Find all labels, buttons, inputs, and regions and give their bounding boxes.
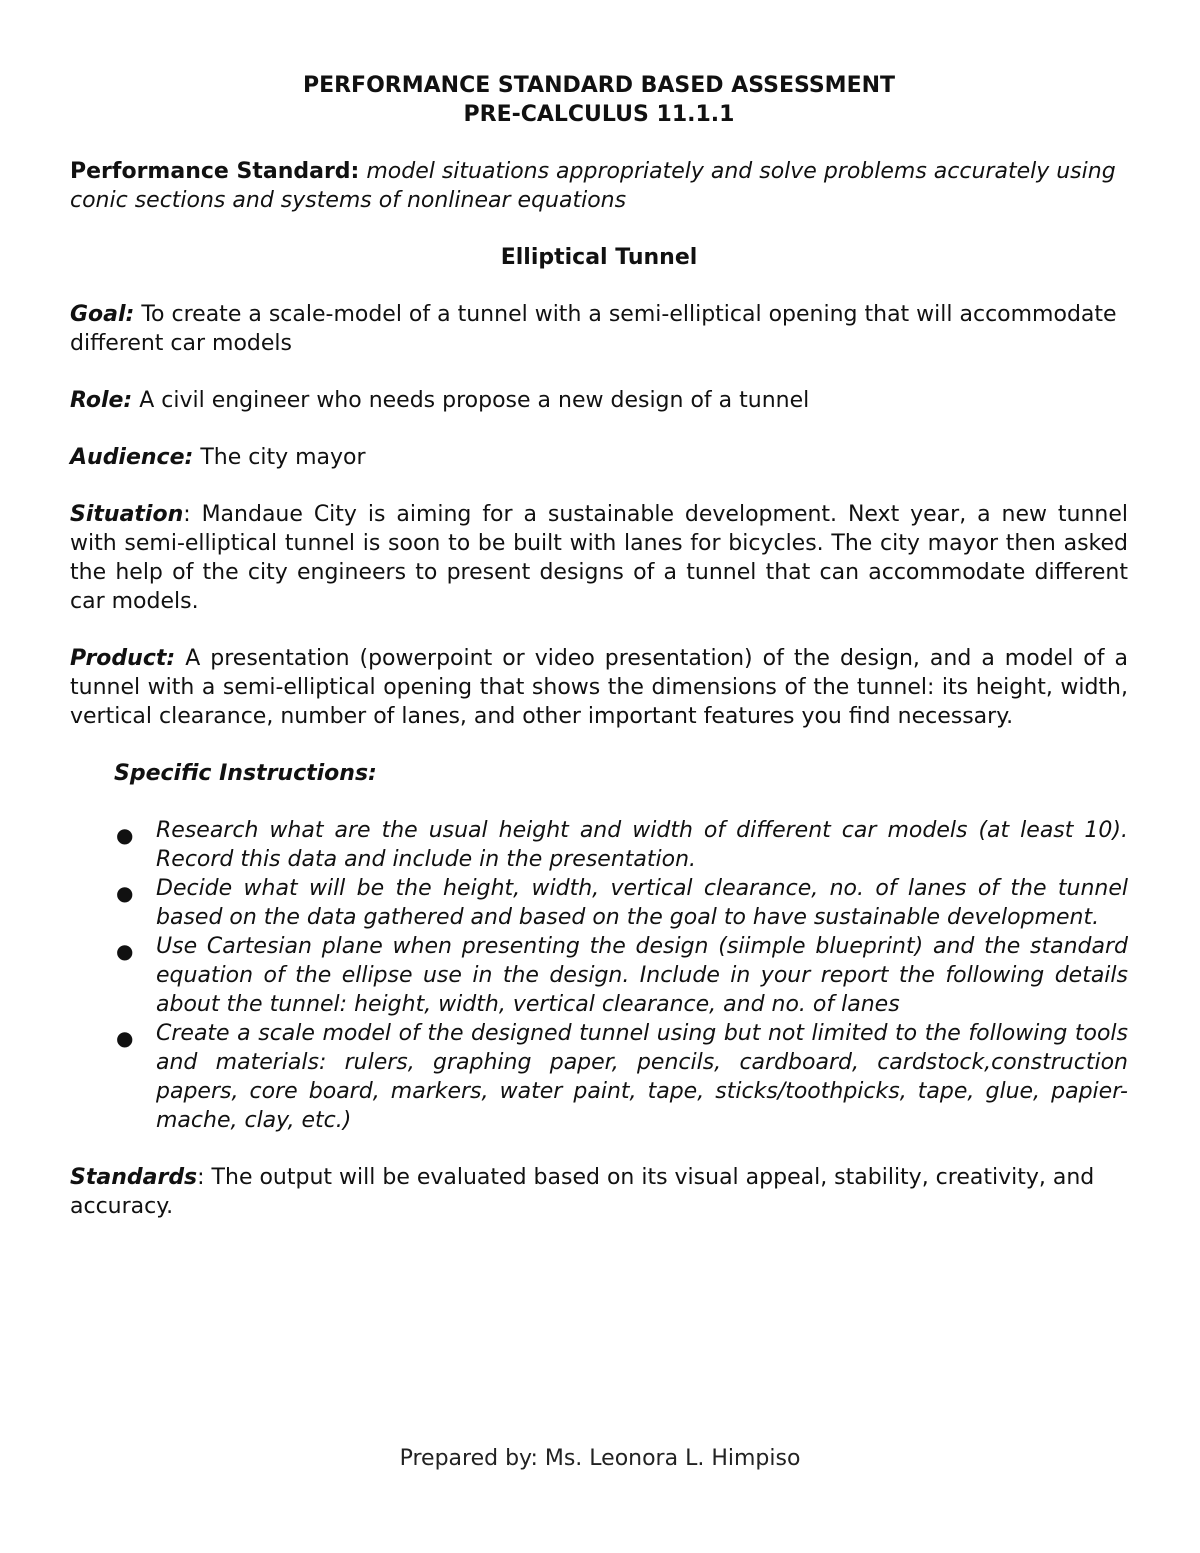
performance-standard-text: model situations appropriately and solve problems accurately using conic sections and systems of nonlinear equations	[70, 159, 1116, 213]
performance-standard-paragraph	[70, 157, 1128, 215]
situation-paragraph	[70, 500, 1128, 616]
role-paragraph	[70, 386, 1128, 415]
standards-label: Standards	[70, 1165, 198, 1190]
list-item	[70, 932, 1128, 1019]
situation-label: Situation	[70, 502, 184, 527]
instruction-text: Decide what will be the height, width, vertical clearance, no. of lanes of the tunnel based on the data gathered and based on the goal to have sustainable development.	[156, 876, 1128, 930]
audience-paragraph	[70, 443, 1128, 472]
instruction-text: Research what are the usual height and width of different car models (at least 10). Record this data and include in the presentation.	[156, 818, 1128, 872]
document-title-line-1: PERFORMANCE STANDARD BASED ASSESSMENT	[302, 73, 896, 98]
task-title: Elliptical Tunnel	[500, 245, 698, 270]
product-paragraph	[70, 644, 1128, 731]
bullet-icon: ●	[116, 1026, 134, 1050]
product-label: Product:	[70, 646, 176, 671]
specific-instructions-list	[70, 816, 1128, 1135]
bullet-icon: ●	[116, 939, 134, 963]
instruction-text: Create a scale model of the designed tunnel using but not limited to the following tools and materials: rulers, graphing paper, pencils, cardboard, cardstock,construction papers, core board, markers, water paint, tape, sticks/toothpicks, tape, glue, papier-mache, clay, etc.)	[156, 1021, 1128, 1133]
role-label: Role:	[70, 388, 133, 413]
bullet-icon: ●	[116, 881, 134, 905]
situation-text: : Mandaue City is aiming for a sustainable development. Next year, a new tunnel with semi-elliptical tunnel is soon to be built with lanes for bicycles. The city mayor then asked the help of the city engineers to present designs of a tunnel that can accommodate different car models.	[70, 502, 1128, 614]
list-item	[70, 1019, 1128, 1135]
audience-text: The city mayor	[200, 445, 366, 470]
list-item	[70, 874, 1128, 932]
document-page	[70, 71, 1128, 1221]
document-title-line-2: PRE-CALCULUS 11.1.1	[463, 102, 735, 127]
role-text: A civil engineer who needs propose a new design of a tunnel	[139, 388, 810, 413]
instruction-text: Use Cartesian plane when presenting the design (siimple blueprint) and the standard equation of the ellipse use in the design. Include in your report the following details about the tunnel: height, width, vertical clearance, and no. of lanes	[156, 934, 1128, 1017]
prepared-by-footer: Prepared by: Ms. Leonora L. Himpiso	[399, 1446, 801, 1471]
specific-instructions-heading: Specific Instructions:	[114, 761, 377, 786]
bullet-icon: ●	[116, 823, 134, 847]
standards-text: : The output will be evaluated based on its visual appeal, stability, creativity, and accuracy.	[70, 1165, 1095, 1219]
performance-standard-label: Performance Standard:	[70, 159, 360, 184]
product-text: A presentation (powerpoint or video presentation) of the design, and a model of a tunnel with a semi-elliptical opening that shows the dimensions of the tunnel: its height, width, vertical clearance, number of lanes, and other important features you find necessary.	[70, 646, 1128, 729]
goal-paragraph	[70, 300, 1128, 358]
goal-label: Goal:	[70, 302, 135, 327]
list-item	[70, 816, 1128, 874]
audience-label: Audience:	[70, 445, 194, 470]
standards-paragraph	[70, 1163, 1128, 1221]
goal-text: To create a scale-model of a tunnel with a semi-elliptical opening that will accommodate different car models	[70, 302, 1117, 356]
